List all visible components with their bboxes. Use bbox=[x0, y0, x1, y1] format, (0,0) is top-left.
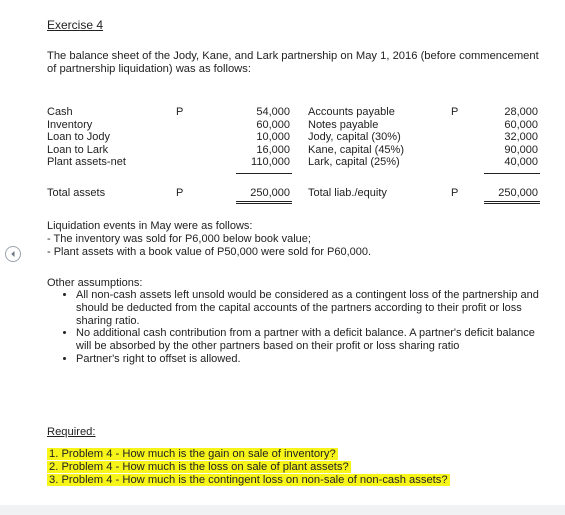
liquidation-event: - The inventory was sold for P6,000 below book value; bbox=[47, 232, 311, 245]
liab-label: Jody, capital (30%) bbox=[308, 131, 401, 144]
liquidation-events bbox=[47, 220, 371, 258]
question-item bbox=[47, 461, 450, 474]
question-text: 2. Problem 4 - How much is the loss on sale of plant assets? bbox=[49, 460, 349, 473]
liab-value: 28,000 bbox=[504, 106, 538, 118]
liab-value: 90,000 bbox=[504, 143, 538, 156]
question-item bbox=[47, 474, 450, 487]
question-list bbox=[47, 448, 450, 486]
question-item bbox=[47, 448, 450, 461]
previous-button[interactable] bbox=[5, 246, 21, 262]
liquidation-heading: Liquidation events in May were as follows: bbox=[47, 220, 253, 232]
asset-label: Cash bbox=[47, 106, 73, 118]
asset-value: 60,000 bbox=[256, 118, 290, 131]
liab-values bbox=[486, 106, 538, 169]
total-liab-rule bbox=[484, 173, 540, 174]
asset-value: 16,000 bbox=[256, 143, 290, 156]
liab-value: 60,000 bbox=[504, 118, 538, 131]
asset-label: Plant assets-net bbox=[47, 156, 126, 169]
assumption-item: • No additional cash contribution from a partner with a deficit balance. A partner's deficit balance will be absorbed by the other partners based on their profit or loss sharing ratio bbox=[76, 327, 546, 353]
asset-label: Loan to Jody bbox=[47, 131, 110, 144]
total-liab-currency: P bbox=[451, 187, 459, 199]
asset-label: Inventory bbox=[47, 118, 93, 131]
asset-values bbox=[238, 106, 290, 169]
question-text: 1. Problem 4 - How much is the gain on sale of inventory? bbox=[49, 448, 336, 460]
liab-label: Notes payable bbox=[308, 118, 379, 131]
assumption-item: • Partner's right to offset is allowed. bbox=[76, 353, 546, 366]
total-assets-label: Total assets bbox=[47, 187, 106, 199]
liab-labels bbox=[308, 106, 404, 169]
liab-label: Accounts payable bbox=[308, 106, 395, 118]
chevron-left-icon bbox=[9, 250, 17, 258]
liab-label: Lark, capital (25%) bbox=[308, 156, 400, 169]
total-assets-rule bbox=[236, 173, 292, 174]
asset-value: 10,000 bbox=[256, 131, 290, 144]
asset-value: 54,000 bbox=[256, 106, 290, 118]
exercise-title: Exercise 4 bbox=[47, 18, 104, 32]
asset-currency: P bbox=[176, 106, 184, 118]
total-liab-value: 250,000 bbox=[484, 187, 540, 204]
asset-label: Loan to Lark bbox=[47, 143, 109, 156]
asset-labels bbox=[47, 106, 126, 169]
question-text: 3. Problem 4 - How much is the contingent loss on non-sale of non-cash assets? bbox=[49, 473, 448, 486]
liquidation-event: - Plant assets with a book value of P50,000 were sold for P60,000. bbox=[47, 245, 372, 258]
assumptions-heading: Other assumptions: bbox=[47, 277, 143, 289]
required-heading: Required: bbox=[47, 426, 96, 438]
liab-label: Kane, capital (45%) bbox=[308, 143, 404, 156]
liab-value: 40,000 bbox=[504, 156, 538, 169]
assumptions-list bbox=[62, 289, 546, 366]
total-assets-value: 250,000 bbox=[236, 187, 292, 204]
bottom-bar bbox=[0, 505, 565, 515]
intro-paragraph: The balance sheet of the Jody, Kane, and Lark partnership on May 1, 2016 (before commencement of partnership liquidation) was as follows: bbox=[47, 50, 539, 75]
liab-value: 32,000 bbox=[504, 131, 538, 144]
total-liab-label: Total liab./equity bbox=[308, 187, 387, 199]
assumption-item: • All non-cash assets left unsold would be considered as a contingent loss of the partnership and should be deducted from the capital accounts of the partners according to their profit or loss sharing ratio. bbox=[76, 289, 546, 327]
total-assets-currency: P bbox=[176, 187, 184, 199]
asset-value: 110,000 bbox=[251, 156, 290, 169]
liab-currency: P bbox=[451, 106, 459, 118]
